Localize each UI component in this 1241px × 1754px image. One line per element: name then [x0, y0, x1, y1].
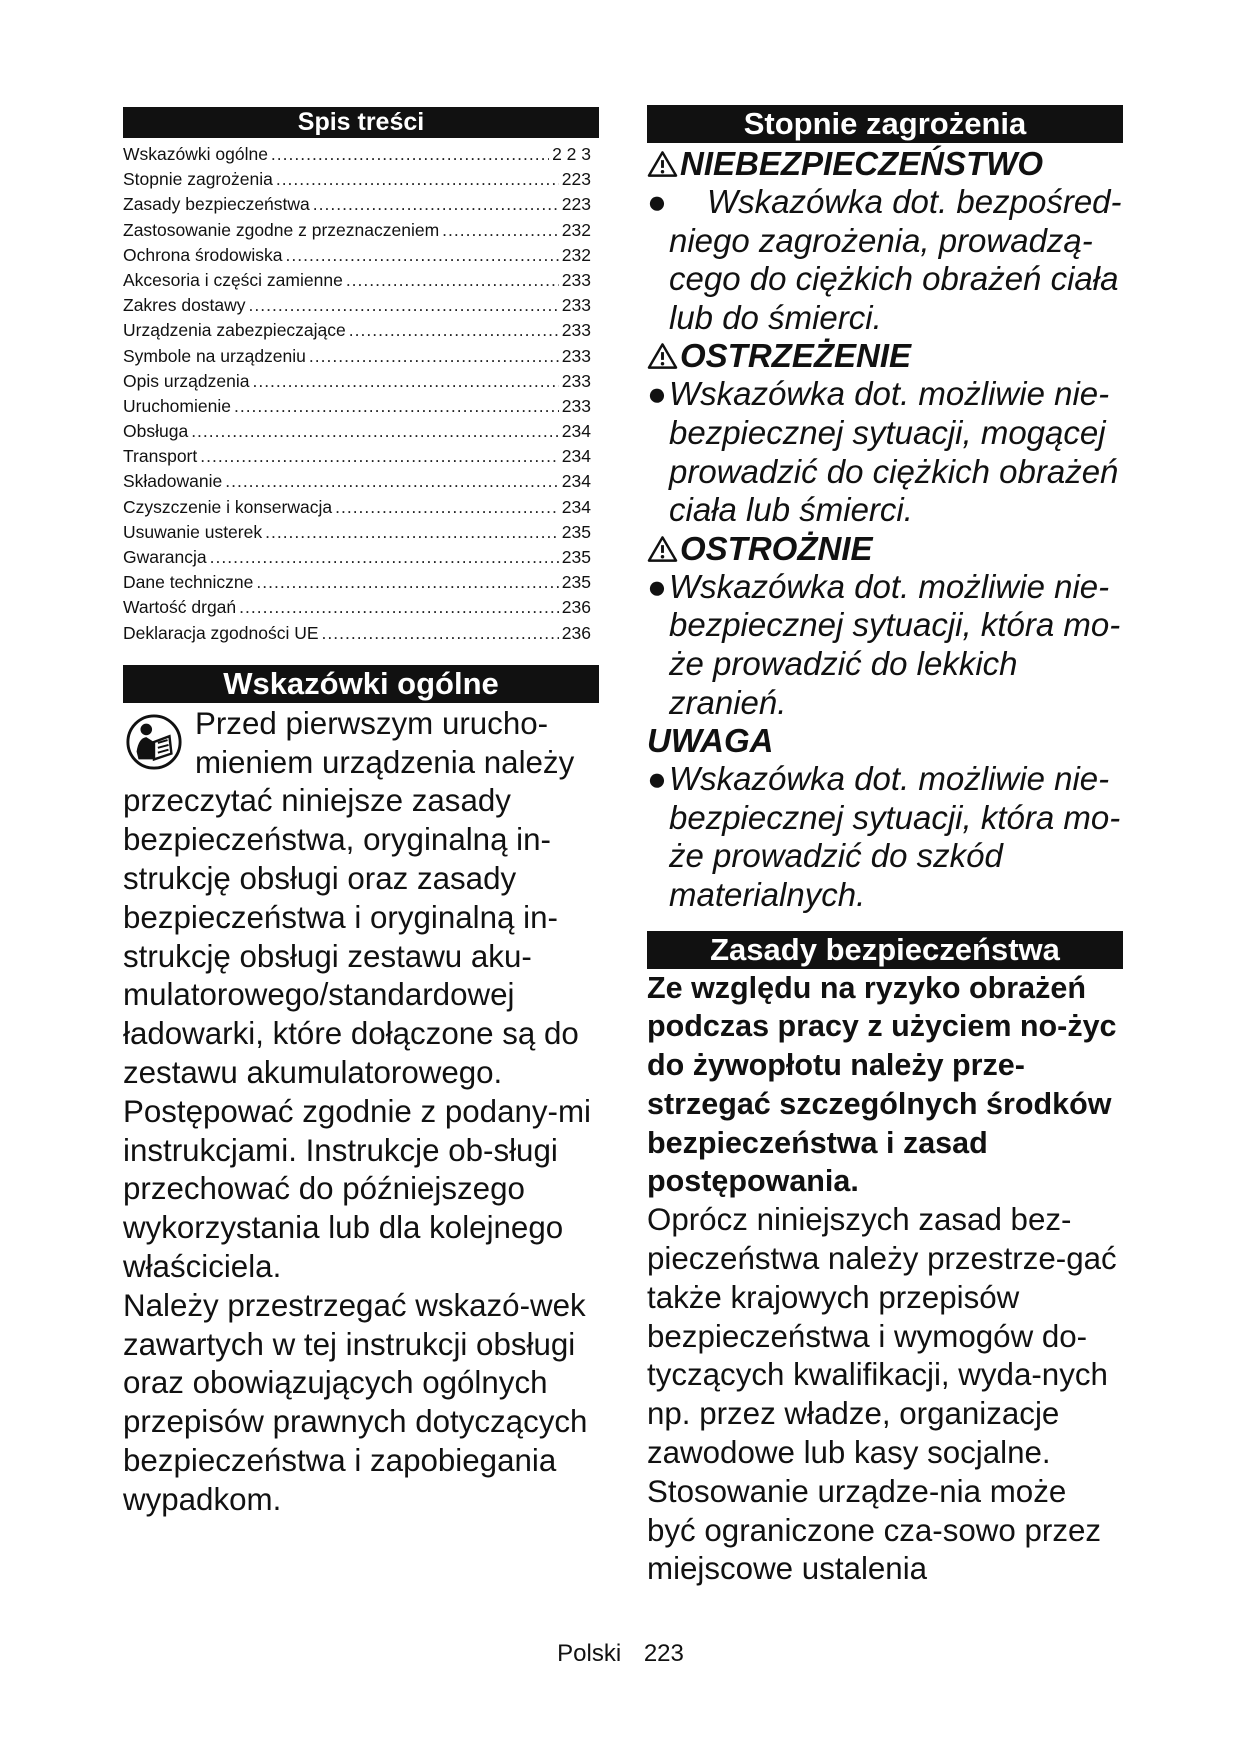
toc-entry-label: Stopnie zagrożenia — [123, 169, 273, 190]
toc-entry-page: 234 — [561, 471, 591, 492]
toc-entry-page: 233 — [561, 370, 591, 391]
toc-entry-label: Czyszczenie i konserwacja — [123, 496, 333, 517]
toc-entry-page: 235 — [561, 572, 591, 593]
toc-entry[interactable] — [123, 419, 599, 444]
warning-triangle-icon — [647, 342, 678, 370]
safety-bold-text: Ze względu na ryzyko obrażeń podczas pracy z użyciem no-życ do żywopłotu należy prze-strzegać szczególnych środków bezpieczeństwa i zasad postępowania. — [647, 970, 1117, 1199]
toc-entry[interactable] — [123, 495, 599, 520]
hazard-warning-head — [647, 337, 1123, 375]
toc-entry[interactable] — [123, 192, 599, 217]
toc-entry[interactable] — [123, 344, 599, 369]
toc-entry-label: Opis urządzenia — [123, 370, 250, 391]
toc-entry[interactable] — [123, 570, 599, 595]
toc-entry[interactable] — [123, 142, 599, 167]
toc-entry-page: 223 — [561, 169, 591, 190]
footer-language: Polski — [557, 1640, 622, 1667]
page-footer — [0, 1640, 1241, 1668]
hazard-caution-label: OSTROŻNIE — [680, 529, 873, 567]
toc-entry-label: Ochrona środowiska — [123, 244, 283, 265]
bullet: ● — [647, 567, 667, 605]
hazard-caution-head — [647, 530, 1123, 568]
toc-entry[interactable] — [123, 621, 599, 646]
toc-entry-page: 235 — [561, 521, 591, 542]
toc-entry-page: 234 — [561, 496, 591, 517]
toc-entry-label: Akcesoria i części zamienne — [123, 269, 343, 290]
hazard-danger-head — [647, 145, 1123, 183]
toc-entry-label: Zastosowanie zgodne z przeznaczeniem — [123, 219, 440, 240]
toc-entry[interactable] — [123, 394, 599, 419]
toc-entry-label: Zakres dostawy — [123, 295, 246, 316]
toc-entry-page: 233 — [561, 295, 591, 316]
general-heading: Wskazówki ogólne — [123, 665, 599, 703]
toc-entry-label: Gwarancja — [123, 547, 207, 567]
toc-heading: Spis treści — [123, 107, 599, 138]
toc-entry[interactable] — [123, 545, 599, 570]
page-number: 223 — [643, 1640, 684, 1667]
hazard-caution-desc: Wskazówka dot. możliwie nie-bezpiecznej sytuacji, która mo-że prowadzić do lekkich zranień. — [669, 567, 1121, 721]
toc-entry-label: Deklaracja zgodności UE — [123, 622, 319, 643]
toc-entry[interactable] — [123, 243, 599, 268]
hazard-notice-head — [647, 722, 1123, 760]
toc-entry[interactable] — [123, 318, 599, 343]
toc-entry-label: Uruchomienie — [123, 395, 231, 416]
toc-entry-page: 233 — [561, 345, 591, 366]
toc-entry-label: Obsługa — [123, 421, 189, 442]
toc-entry-label: Składowanie — [123, 471, 223, 492]
warning-triangle-icon — [647, 150, 678, 178]
safety-text: Oprócz niniejszych zasad bez-pieczeństwa należy przestrze-gać także krajowych przepisów bezpieczeństwa i wymogów do-tyczących kwalifikacji, wyda-nych np. przez władze, organizacje zawodowe lub kasy socjalne. Stosowanie urządze-nia może być ograniczone cza-sowo przez miejscowe ustalenia — [647, 1202, 1117, 1587]
toc-entry-page: 233 — [561, 320, 591, 341]
bullet: ● — [647, 375, 667, 413]
toc-entry-label: Dane techniczne — [123, 572, 254, 593]
hazard-warning-desc: Wskazówka dot. możliwie nie-bezpiecznej sytuacji, mogącej prowadzić do ciężkich obrażeń ciała lub śmierci. — [669, 375, 1119, 529]
hazard-warning-text — [647, 375, 1123, 529]
toc-entry-label: Urządzenia zabezpieczające — [123, 320, 346, 341]
warning-triangle-icon — [647, 535, 678, 563]
hazard-caution-text — [647, 568, 1123, 722]
hazard-notice-text — [647, 760, 1123, 914]
read-manual-icon — [125, 713, 183, 771]
toc-entry-page: 234 — [561, 421, 591, 442]
toc-entry-page: 234 — [561, 446, 591, 467]
toc-entry-label: Wskazówki ogólne — [123, 144, 268, 164]
toc-entry-label: Zasady bezpieczeństwa — [123, 194, 310, 215]
toc-entry[interactable] — [123, 218, 599, 243]
toc-entry-page: 233 — [561, 395, 591, 416]
toc-entry-page: 236 — [561, 622, 591, 643]
toc-entry-label: Transport — [123, 446, 198, 467]
toc-entry-page: 2 2 3 — [552, 144, 591, 164]
toc-entry[interactable] — [123, 369, 599, 394]
safety-heading: Zasady bezpieczeństwa — [647, 931, 1123, 969]
toc-entry-page: 232 — [561, 219, 591, 240]
bullet: ● — [647, 760, 667, 798]
hazard-notice-desc: Wskazówka dot. możliwie nie-bezpiecznej sytuacji, która mo-że prowadzić do szkód materialnych. — [669, 760, 1121, 913]
toc-entry-label: Symbole na urządzeniu — [123, 345, 306, 366]
hazard-danger-text — [647, 183, 1123, 337]
toc-entry[interactable] — [123, 268, 599, 293]
toc-entry[interactable] — [123, 520, 599, 545]
general-para-2: Należy przestrzegać wskazó-wek zawartych w tej instrukcji obsługi oraz obowiązujących ogólnych przepisów prawnych dotyczących bezpieczeństwa i zapobiegania wypadkom. — [123, 1287, 588, 1517]
hazard-danger-label: NIEBEZPIECZEŃSTWO — [680, 145, 1044, 182]
general-intro — [123, 705, 599, 783]
hazard-warning-label: OSTRZEŻENIE — [680, 337, 912, 375]
toc-entry[interactable] — [123, 469, 599, 494]
toc-entry[interactable] — [123, 444, 599, 469]
toc-entry-label: Usuwanie usterek — [123, 521, 263, 542]
hazard-notice-label: UWAGA — [647, 722, 774, 760]
toc-entry-page: 223 — [561, 194, 591, 215]
toc-entry-label: Wartość drgań — [123, 597, 237, 618]
toc-entry[interactable] — [123, 595, 599, 620]
toc-entry[interactable] — [123, 293, 599, 318]
general-intro-rest: przeczytać niniejsze zasady bezpieczeństwa, oryginalną in-strukcję obsługi oraz zasady bezpieczeństwa i oryginalną in-strukcję obsługi zestawu aku-mulatorowego/standardowej ładowarki, które dołączone są do zestawu akumulatorowego. Postępować zgodnie z podany-mi instrukcjami. Instrukcje ob-sługi przechować do późniejszego wykorzystania lub dla kolejnego właściciela. — [123, 783, 591, 1284]
toc-entry-page: 235 — [561, 547, 591, 567]
left-column — [123, 107, 599, 1519]
hazard-heading: Stopnie zagrożenia — [647, 105, 1123, 143]
hazard-danger-desc: Wskazówka dot. bezpośred-niego zagrożenia, prowadzą-cego do ciężkich obrażeń ciała lub do śmierci. — [669, 183, 1122, 336]
general-intro-first: Przed pierwszym urucho-mieniem urządzenia należy — [195, 705, 575, 780]
right-column — [647, 105, 1123, 1589]
toc-entry-page: 236 — [561, 597, 591, 618]
toc-entry-page: 233 — [561, 269, 591, 290]
toc-entry-page: 232 — [561, 244, 591, 265]
bullet: ● — [647, 183, 667, 220]
toc-entry[interactable] — [123, 167, 599, 192]
table-of-contents — [123, 142, 599, 646]
